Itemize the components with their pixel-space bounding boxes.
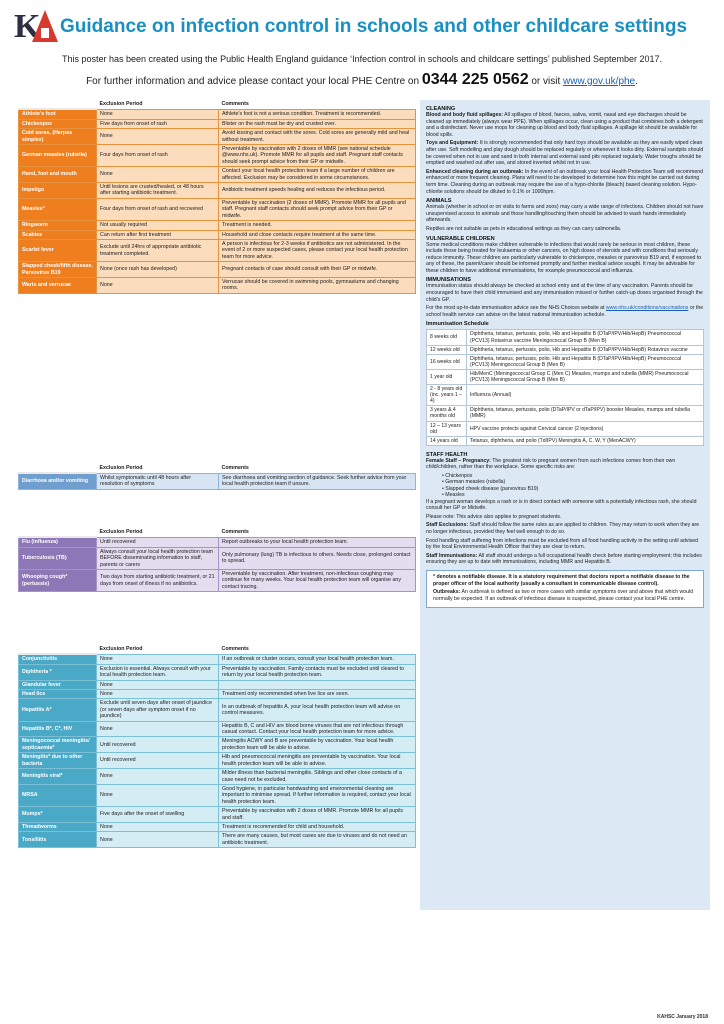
bullet-icon: • <box>442 473 446 480</box>
age: 12 – 13 years old <box>427 421 467 436</box>
table-row <box>19 183 416 199</box>
exclusion-period: None <box>97 167 219 183</box>
table-row <box>19 129 416 145</box>
exclusion-period: Exclusion is essential. Always consult with your local health protection team. <box>97 664 219 680</box>
phone-number: 0344 225 0562 <box>421 71 529 88</box>
comment: Only pulmonary (lung) TB is infectious to others. Needs close, prolonged contact to spread. <box>219 547 416 569</box>
comment: Contact your local health protection team if a large number of children are affected. Exclusion may be considered in some circumstances. <box>219 167 416 183</box>
other-infections-table-section <box>18 645 416 848</box>
exclusion-period: None <box>97 690 219 699</box>
staff-heading: STAFF HEALTH <box>426 451 468 458</box>
table-row <box>19 119 416 128</box>
table-row <box>19 753 416 769</box>
schedule-row <box>427 421 704 436</box>
comment: Pregnant contacts of case should consult with their GP or midwife. <box>219 262 416 278</box>
pregnancy-note: Please note: This advice also applies to pregnant students. <box>426 513 562 520</box>
bullet-icon: • <box>442 492 446 499</box>
table-row <box>19 547 416 569</box>
blood-para: Blood and body fluid spillages: All spillages of blood, faeces, saliva, vomit, nasal and eye discharges should be cleaned up immediately (always wear PPE). When spillages occur, clean using a product that combines both a detergent and a disinfectant. Never use mops for cleaning up blood and body fluid spillages. A spillage kit should be available for blood spills. <box>426 112 703 138</box>
table-row <box>19 221 416 230</box>
vaccines: Hib/MenC (Meningococcal Group C (Men C) Measles, mumps and rubella (MMR) Pneumococcal (PCV13) Meningococcal Group B (Men B) <box>467 369 704 384</box>
logo: K <box>14 10 58 44</box>
immunisations-heading: IMMUNISATIONS <box>426 277 471 284</box>
vaccines: Influenza (Annual) <box>467 385 704 406</box>
comment: A person is infectious for 2-3 weeks if antibiotics are not administered. In the event of 2 or more suspected cases, please contact your local health protection team for more advice. <box>219 239 416 261</box>
table-row <box>19 537 416 547</box>
infection-name: Warts and verrucae <box>19 277 97 293</box>
age: 3 years & 4 months old <box>427 406 467 421</box>
table-row <box>19 654 416 664</box>
right-column <box>420 100 710 910</box>
comment <box>219 680 416 689</box>
comment: Preventable by vaccination with 2 doses of MMR (see national schedule @www.nhs.uk). Promote MMR for all pupils and staff. Pregnant staff contacts should seek prompt advice from their GP or midwife. <box>219 145 416 167</box>
infection-name: Diphtheria * <box>19 664 97 680</box>
table-row <box>19 570 416 592</box>
header-cell: Exclusion Period <box>97 645 219 654</box>
exclusion-period: None <box>97 832 219 848</box>
infection-name: Hepatitis A* <box>19 699 97 721</box>
header-cell: Comments <box>219 645 416 654</box>
exclusion-period: None <box>97 109 219 119</box>
schedule-row <box>427 385 704 406</box>
schedule-row <box>427 406 704 421</box>
exclusion-period: None <box>97 769 219 785</box>
phe-link[interactable]: www.gov.uk/phe <box>563 76 636 87</box>
table-row <box>19 277 416 293</box>
comment: Blister on the rash must be dry and crusted over. <box>219 119 416 128</box>
comment: If an outbreak or cluster occurs, consult your local health protection team. <box>219 654 416 664</box>
page-title: Guidance on infection control in schools and other childcare settings <box>60 16 688 37</box>
risk-list-item: • German measles (rubella) <box>442 479 506 486</box>
exclusion-period: None (once rash has developed) <box>97 262 219 278</box>
header-cell: Other Infections <box>19 645 97 654</box>
exclusion-period: None <box>97 129 219 145</box>
header <box>0 0 724 100</box>
header-cell: Comments <box>219 100 416 109</box>
bullet-icon: • <box>442 479 446 486</box>
exclusion-period: Whilst symptomatic until 48 hours after resolution of symptoms <box>97 473 219 489</box>
schedule-row <box>427 369 704 384</box>
comment: Preventable by vaccination with 2 doses of MMR. Promote MMR for all pupils and staff. <box>219 807 416 823</box>
table-row <box>19 262 416 278</box>
infection-name: Head lice <box>19 690 97 699</box>
table-row <box>19 145 416 167</box>
notifiable-note: * denotes a notifiable disease. It is a statutory requirement that doctors report a notifiable disease to the proper officer of the local authority (usually a consultant in communicable disease control). <box>433 574 690 587</box>
exclusion-period: Until lesions are crusted/healed, or 48 hours after starting antibiotic treatment. <box>97 183 219 199</box>
vaccines: Diphtheria, tetanus, pertussis, polio, Hib and Hepatitis B (DTaP/IPV/Hib/HepB) Pneumococcal (PCV13) Rotavirus vaccine Meningococcal Group B (Men B) <box>467 330 704 345</box>
exclusion-period: Five days after the onset of swelling <box>97 807 219 823</box>
table-row <box>19 807 416 823</box>
table-row <box>19 230 416 239</box>
infection-name: Whooping cough* (pertussis) <box>19 570 97 592</box>
infection-name: Tuberculosis (TB) <box>19 547 97 569</box>
comment: Antibiotic treatment speeds healing and reduces the infectious period. <box>219 183 416 199</box>
comment: Avoid kissing and contact with the sores. Cold sores are generally mild and heal without treatment. <box>219 129 416 145</box>
comment: Preventable by vaccination. After treatment, non-infectious coughing may continue for many weeks. Your local health protection team will organise any contact tracing. <box>219 570 416 592</box>
comment: Milder illness than bacterial meningitis. Siblings and other close contacts of a case need not be excluded. <box>219 769 416 785</box>
table-header-row <box>19 528 416 537</box>
exclusion-period: None <box>97 680 219 689</box>
table-row <box>19 690 416 699</box>
table-row <box>19 664 416 680</box>
exclusion-period: Can return after first treatment <box>97 230 219 239</box>
header-cell: Exclusion Period <box>97 528 219 537</box>
diarrhoea-table-section <box>18 464 416 490</box>
schedule-row <box>427 436 704 445</box>
infection-name: Hepatitis B*, C*, HIV <box>19 721 97 737</box>
table-row <box>19 109 416 119</box>
exclusion-period: None <box>97 822 219 831</box>
infection-name: Athlete's foot <box>19 109 97 119</box>
pregnancy-para-2: If a pregnant woman develops a rash or is in direct contact with someone with a potentially infectious rash, she should consult her GP or Midwife. <box>426 498 697 512</box>
age: 8 weeks old <box>427 330 467 345</box>
exclusion-period: None <box>97 654 219 664</box>
pregnancy-para: Female Staff – Pregnancy: The greatest risk to pregnant women from such infections comes from their own child/children, rather than the workplace. Some specific risks are: <box>426 457 676 471</box>
food-handling-para: Food handling staff suffering from infections must be excluded from all food handling activity in the setting until advised by the local Environmental Health Officer that they are clear to return. <box>426 537 699 551</box>
age: 14 years old <box>427 436 467 445</box>
respiratory-table-section <box>18 528 416 592</box>
infection-name: Hand, foot and mouth <box>19 167 97 183</box>
schedule-row <box>427 330 704 345</box>
header-cell: Diarrhoea & Vomiting Illness <box>19 464 97 473</box>
table-header-row <box>19 100 416 109</box>
comment: Preventable by vaccination (2 doses of MMR). Promote MMR for all pupils and staff. Pregnant staff contacts should seek prompt advice from their GP or midwife. <box>219 198 416 220</box>
schedule-row <box>427 354 704 369</box>
table-row <box>19 198 416 220</box>
comment: Verrucae should be covered in swimming pools, gymnasiums and changing rooms. <box>219 277 416 293</box>
exclusion-period: None <box>97 784 219 806</box>
subtitle: This poster has been created using the Public Health England guidance ‘Infection control in schools and childcare settings’ published September 2017. <box>61 54 663 64</box>
comment: Report outbreaks to your local health protection team. <box>219 537 416 547</box>
risk-list <box>426 473 704 499</box>
comment: Good hygiene, in particular handwashing and environmental cleaning are important to minimise spread. If further information is required, contact your local health protection team. <box>219 784 416 806</box>
immunisations-link-para: For the most up-to-date immunisation advice see the NHS Choices website at www.nhs.uk/conditions/vaccinations or the school health service can advise on the latest national immunisation schedule. <box>426 305 704 318</box>
reptiles-para: Reptiles are not suitable as pets in educational settings as they can carry salmonella. <box>426 225 622 232</box>
infection-name: Ringworm <box>19 221 97 230</box>
risk-list-item: • Slapped cheek disease (parvovirus B19) <box>442 485 539 492</box>
exclusion-period: None <box>97 277 219 293</box>
infection-table <box>18 528 416 592</box>
vaccines: HPV vaccine protects against Cervical cancer (2 injections) <box>467 421 704 436</box>
infection-name: Diarrhoea and/or vomiting <box>19 473 97 489</box>
header-cell: Rashes & Skin infections <box>19 100 97 109</box>
vulnerable-heading: VULNERABLE CHILDREN <box>426 235 495 242</box>
vaccines: Diphtheria, tetanus, pertussis, polio, Hib and Hepatitis B (DTaP/IPV/Hib/HepB) Rotavirus vaccine <box>467 345 704 354</box>
vaccines: Diphtheria, tetanus, pertussis, polio (DTaP/IPV or dTaP/IPV) booster Measles, mumps and rubella (MMR) <box>467 406 704 421</box>
infection-name: Meningitis viral* <box>19 769 97 785</box>
exclusion-period: Exclude until 24hrs of appropriate antibiotic treatment completed. <box>97 239 219 261</box>
infection-name: Tonsillitis <box>19 832 97 848</box>
comment: See diarrhoea and vomiting section of guidance. Seek further advice from your local health protection team if unsure. <box>219 473 416 489</box>
exclusion-period: Two days from starting antibiotic treatment, or 21 days from onset of illness if no antibiotics. <box>97 570 219 592</box>
table-row <box>19 737 416 753</box>
table-header-row <box>19 464 416 473</box>
exclusion-period: Until recovered <box>97 737 219 753</box>
infection-name: Measles* <box>19 198 97 220</box>
table-row <box>19 473 416 489</box>
comment: Hepatitis B, C and HIV are blood borne viruses that are not infectious through casual contact. Contact your local health protection team for more advice. <box>219 721 416 737</box>
infection-name: Cold sores, (Herpes simplex) <box>19 129 97 145</box>
infection-table <box>18 100 416 294</box>
table-row <box>19 721 416 737</box>
header-cell: Exclusion Period <box>97 100 219 109</box>
vaccines: Tetanus, diphtheria, and polio (Td/IPV) Meningitis A, C, W, Y (MenACWY) <box>467 436 704 445</box>
infection-name: Meningococcal meningitis/ septicaemia* <box>19 737 97 753</box>
infection-name: Impetigo <box>19 183 97 199</box>
staff-immunisations-para: Staff Immunisations: All staff should undergo a full occupational health check before starting employment; this includes ensuring they are up to date with immunisations, including MMR and Hepatitis B. <box>426 552 702 566</box>
infection-name: Scabies <box>19 230 97 239</box>
exclusion-period: None <box>97 721 219 737</box>
toys-para: Toys and Equipment: It is strongly recommended that only hard toys should be available as they are easily wiped clean after use. Soft modelling and play dough should be replaced regularly or whenever it looks dirty. External sandpits should be covered when not in use and sand in both internal and external sand pits replaced regularly. Water troughs should be emptied and washed out after use, and stored inverted whilst not in use. <box>426 140 704 167</box>
header-cell: Comments <box>219 528 416 537</box>
vaccines: Diphtheria, tetanus, pertussis, polio, Hib and Hepatitis B (DTaP/IPV/Hib/HepB) Pneumococcal (PCV13) Meningococcal Group B (Men B) <box>467 354 704 369</box>
schedule-row <box>427 345 704 354</box>
outbreaks-note: Outbreaks: An outbreak is defined as two or more cases with similar symptoms over and above that which would normally be expected. If an outbreak of infectious disease is suspected, please contact your local PHE centre. <box>433 589 694 602</box>
age: 2 - 8 years old (inc. years 1 – 4) <box>427 385 467 406</box>
comment: Athlete's foot is not a serious condition. Treatment is recommended. <box>219 109 416 119</box>
comment: Treatment only recommended when live lice are seen. <box>219 690 416 699</box>
nhs-link[interactable]: www.nhs.uk/conditions/vaccinations <box>605 305 689 312</box>
age: 16 weeks old <box>427 354 467 369</box>
infection-name: Mumps* <box>19 807 97 823</box>
age: 12 weeks old <box>427 345 467 354</box>
header-cell: Comments <box>219 464 416 473</box>
contact-line: For further information and advice please contact your local PHE Centre on 0344 225 0562 or visit www.gov.uk/phe. <box>86 71 638 88</box>
infection-name: Glandular fever <box>19 680 97 689</box>
footer-credit: KAHSC January 2018 <box>657 1014 708 1020</box>
table-row <box>19 699 416 721</box>
exclusion-period: Until recovered <box>97 753 219 769</box>
comment: In an outbreak of hepatitis A, your local health protection team will advise on control measures. <box>219 699 416 721</box>
infection-name: Slapped cheek/fifth disease. Parvovirus B19 <box>19 262 97 278</box>
vulnerable-para: Some medical conditions make children vulnerable to infections that would rarely be serious in most children, these include those being treated for leukaemia or other cancers, on high doses of steroids and with conditions that seriously reduce immunity. These children are particularly vulnerable to chickenpox, measles or parvovirus B19 and, if exposed to any of these, the parent/carer should be informed promptly and further medical advice sought. It may be advisable for these children to have additional immunisations, for example pneumococcal and influenza. <box>426 241 702 274</box>
exclusion-period: Exclude until seven days after onset of jaundice (or seven days after symptom onset if no jaundice) <box>97 699 219 721</box>
infection-table <box>18 464 416 490</box>
animals-para: Animals (whether in school or on visits to farms and zoos) may carry a wide range of infections. Children should not have unsupervised access to animals and those handling/touching them should be advised to wash hands immediately afterwards. <box>426 204 704 224</box>
comment: Household and close contacts require treatment at the same time. <box>219 230 416 239</box>
table-row <box>19 239 416 261</box>
risk-list-item: • Chickenpox <box>442 473 473 480</box>
comment: Preventable by vaccination. Family contacts must be excluded until cleared to return by your local health protection team. <box>219 664 416 680</box>
animals-heading: ANIMALS <box>426 198 452 205</box>
infection-name: Meningitis* due to other bacteria <box>19 753 97 769</box>
infection-name: German measles (rubella) <box>19 145 97 167</box>
infection-name: Conjunctivitis <box>19 654 97 664</box>
age: 1 year old <box>427 369 467 384</box>
table-row <box>19 769 416 785</box>
exclusion-period: Always consult your local health protection team BEFORE disseminating information to staff, parents or carers <box>97 547 219 569</box>
comment: There are many causes, but most cases are due to viruses and do not need an antibiotic treatment. <box>219 832 416 848</box>
exclusion-period: Four days from onset of rash <box>97 145 219 167</box>
rashes-table-section <box>18 100 416 294</box>
comment: Hib and pneumococcal meningitis are preventable by vaccination. Your local health protection team will be able to advise. <box>219 753 416 769</box>
exclusion-period: Four days from onset of rash and recovered <box>97 198 219 220</box>
notes-box <box>426 570 704 608</box>
staff-exclusions-para: Staff Exclusions: Staff should follow the same rules as are applied to children. They may return to work when they are no longer infectious, provided they feel well enough to do so. <box>426 522 700 536</box>
bullet-icon: • <box>442 485 446 492</box>
infection-name: Flu (influenza) <box>19 537 97 547</box>
exclusion-period: Not usually required <box>97 221 219 230</box>
infection-name: Threadworms <box>19 822 97 831</box>
infection-name: Chickenpox <box>19 119 97 128</box>
risk-list-item: • Measles <box>442 492 465 499</box>
table-row <box>19 784 416 806</box>
comment: Meningitis ACWY and B are preventable by vaccination. Your local health protection team will be able to advise. <box>219 737 416 753</box>
enhanced-cleaning-para: Enhanced cleaning during an outbreak: In the event of an outbreak your local Health Protection Team will recommend enhanced or more frequent cleaning. Plans will need to be developed to determine how this might be carried out during term time. Cleaning during an outbreak may require the use of a hypo-chlorite (bleach) based cleaning solution. Hypo-chlorite solutions should be diluted to 0.1% or 1000hpm. <box>426 168 703 195</box>
table-row <box>19 832 416 848</box>
table-header-row <box>19 645 416 654</box>
comment: Treatment is needed. <box>219 221 416 230</box>
header-cell: Exclusion Period <box>97 464 219 473</box>
cleaning-heading: CLEANING <box>426 106 456 112</box>
table-row <box>19 680 416 689</box>
schedule-heading: Immunisation Schedule <box>426 321 489 328</box>
infection-table <box>18 645 416 848</box>
exclusion-period: Five days from onset of rash <box>97 119 219 128</box>
table-row <box>19 167 416 183</box>
table-row <box>19 822 416 831</box>
infection-name: MRSA <box>19 784 97 806</box>
header-cell: Respiratory Infections <box>19 528 97 537</box>
comment: Treatment is recommended for child and household. <box>219 822 416 831</box>
infection-name: Scarlet fever <box>19 239 97 261</box>
immunisations-para: Immunisation status should always be checked at school entry and at the time of any vaccination. Parents should be encouraged to have their child immunised and any immunisation missed or further catch-up doses organised through the child’s GP. <box>426 283 703 303</box>
immunisation-schedule <box>426 329 704 445</box>
exclusion-period: Until recovered <box>97 537 219 547</box>
